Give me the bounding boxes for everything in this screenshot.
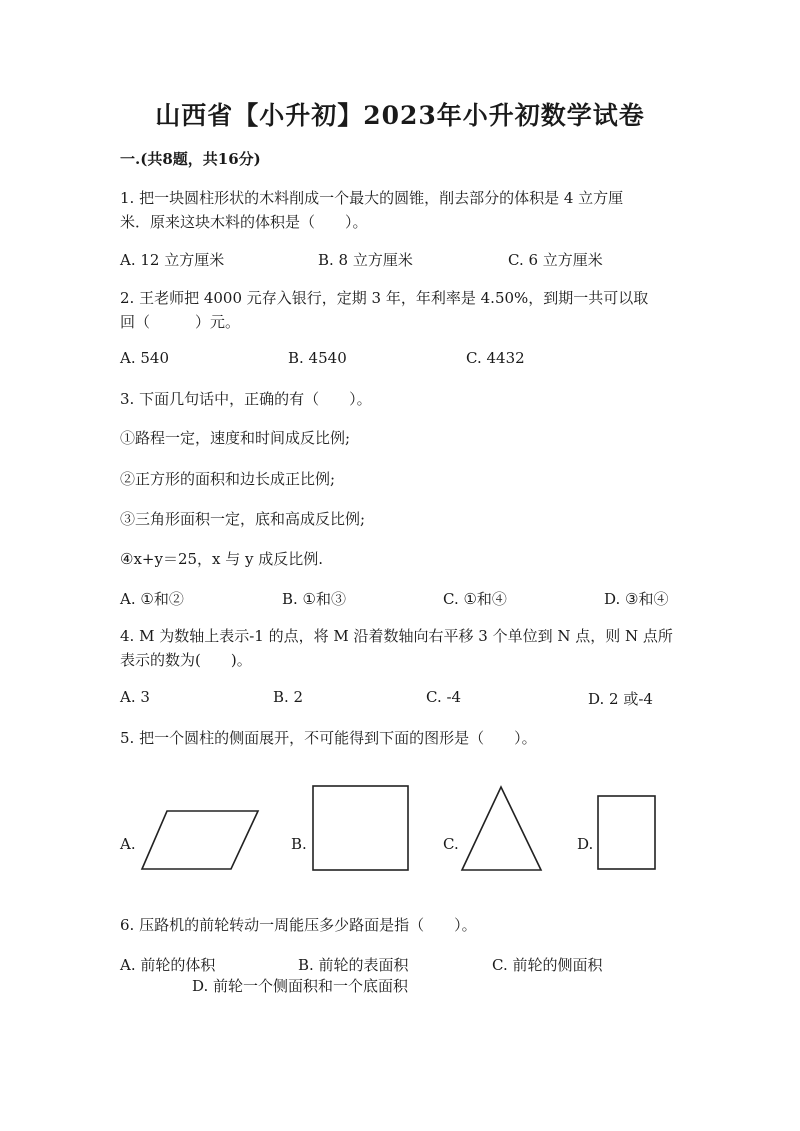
question-3-statement-1: ①路程一定，速度和时间成反比例; [120, 429, 351, 447]
question-2-option-a[interactable]: A. 540 [120, 349, 169, 367]
question-3-statement-4: ④x+y＝25，x 与 y 成反比例. [120, 550, 324, 568]
question-5-option-b[interactable]: B. [291, 835, 307, 853]
question-3-option-a[interactable]: A. ①和② [120, 590, 184, 608]
question-2-line-1: 2. 王老师把 4000 元存入银行，定期 3 年，年利率是 4.50%，到期一共可以取 [120, 289, 649, 307]
question-1-line-1: 1. 把一块圆柱形状的木料削成一个最大的圆锥，削去部分的体积是 4 立方厘 [120, 189, 624, 207]
question-2-line-2: 回（ ）元。 [120, 313, 241, 331]
question-4-option-d[interactable]: D. 2 或-4 [588, 690, 653, 708]
question-3-option-d[interactable]: D. ③和④ [604, 590, 669, 608]
question-6-option-a[interactable]: A. 前轮的体积 [120, 956, 216, 974]
question-5-option-d[interactable]: D. [577, 835, 594, 853]
question-1-line-2: 米．原来这块木料的体积是（ ）。 [120, 213, 368, 231]
section-heading: 一.(共8题，共16分) [120, 150, 261, 168]
question-3-statement-3: ③三角形面积一定，底和高成反比例; [120, 510, 366, 528]
question-2 [120, 286, 648, 334]
question-6-option-d[interactable]: D. 前轮一个侧面积和一个底面积 [192, 977, 409, 995]
triangle-icon [461, 786, 543, 872]
question-6-option-c[interactable]: C. 前轮的侧面积 [492, 956, 603, 974]
question-6: 6. 压路机的前轮转动一周能压多少路面是指（ ）。 [120, 916, 477, 934]
question-4-line-1: 4. M 为数轴上表示-1 的点，将 M 沿着数轴向右平移 3 个单位到 N 点，则 N 点所 [120, 627, 673, 645]
question-5-option-c[interactable]: C. [443, 835, 459, 853]
parallelogram-icon [140, 810, 260, 872]
question-2-option-b[interactable]: B. 4540 [288, 349, 347, 367]
question-3-option-b[interactable]: B. ①和③ [282, 590, 347, 608]
question-1 [120, 186, 623, 234]
question-5-option-a[interactable]: A. [120, 835, 136, 853]
question-6-option-b[interactable]: B. 前轮的表面积 [298, 956, 409, 974]
rectangle-icon [597, 795, 657, 871]
question-4 [120, 624, 673, 672]
page-title: 山西省【小升初】2023年小升初数学试卷 [155, 101, 645, 130]
question-3-statement-2: ②正方形的面积和边长成正比例; [120, 470, 336, 488]
question-3: 3. 下面几句话中，正确的有（ ）。 [120, 390, 372, 408]
question-4-option-b[interactable]: B. 2 [273, 688, 304, 706]
question-1-option-b[interactable]: B. 8 立方厘米 [318, 251, 413, 269]
square-icon [312, 785, 410, 872]
question-4-line-2: 表示的数为( )。 [120, 651, 252, 669]
question-5: 5. 把一个圆柱的侧面展开，不可能得到下面的图形是（ ）。 [120, 729, 537, 747]
question-3-option-c[interactable]: C. ①和④ [443, 590, 507, 608]
question-4-option-c[interactable]: C. -4 [426, 688, 462, 706]
question-1-option-c[interactable]: C. 6 立方厘米 [508, 251, 603, 269]
question-1-option-a[interactable]: A. 12 立方厘米 [120, 251, 225, 269]
question-2-option-c[interactable]: C. 4432 [466, 349, 525, 367]
question-4-option-a[interactable]: A. 3 [120, 688, 150, 706]
